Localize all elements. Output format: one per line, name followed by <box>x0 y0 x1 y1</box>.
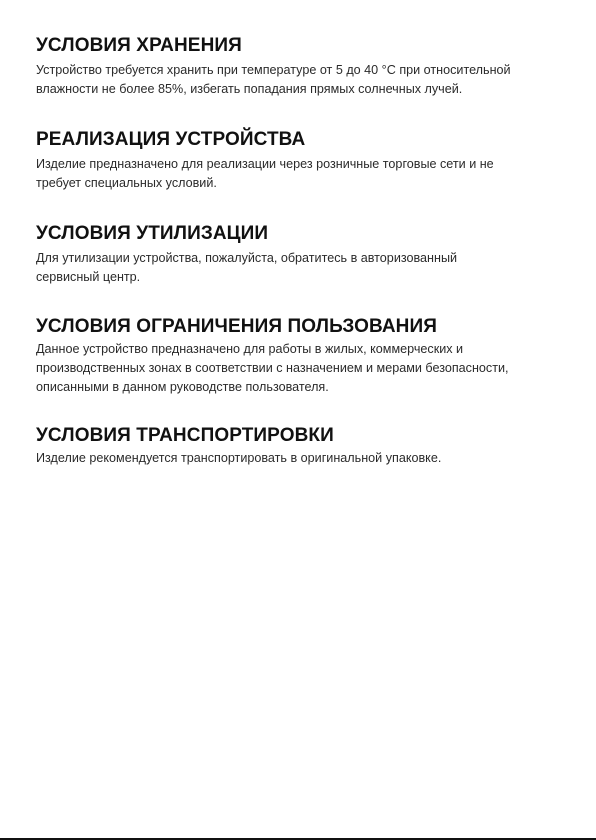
section-body <box>36 340 566 397</box>
body-line: влажности не более 85%, избегать попадания прямых солнечных лучей. <box>36 82 463 96</box>
body-line: производственных зонах в соответствии с назначением и мерами безопасности, <box>36 361 509 375</box>
section-heading: УСЛОВИЯ ОГРАНИЧЕНИЯ ПОЛЬЗОВАНИЯ <box>36 316 438 337</box>
section-sales <box>36 129 566 193</box>
section-body <box>36 61 566 99</box>
section-storage <box>36 35 566 99</box>
section-body <box>36 155 566 193</box>
body-line: Для утилизации устройства, пожалуйста, обратитесь в авторизованный <box>36 251 458 265</box>
section-heading: УСЛОВИЯ УТИЛИЗАЦИИ <box>36 223 269 244</box>
section-transport <box>36 425 566 468</box>
section-body <box>36 449 566 468</box>
body-line: Данное устройство предназначено для работы в жилых, коммерческих и <box>36 342 464 356</box>
section-heading: УСЛОВИЯ ТРАНСПОРТИРОВКИ <box>36 425 334 446</box>
section-disposal <box>36 223 566 287</box>
section-heading: УСЛОВИЯ ХРАНЕНИЯ <box>36 35 242 56</box>
body-line: сервисный центр. <box>36 270 141 284</box>
body-line: Изделие рекомендуется транспортировать в оригинальной упаковке. <box>36 451 442 465</box>
body-line: Изделие предназначено для реализации через розничные торговые сети и не <box>36 157 494 171</box>
section-usage-restrictions <box>36 316 566 397</box>
body-line: описанными в данном руководстве пользователя. <box>36 380 329 394</box>
body-line: требует специальных условий. <box>36 176 217 190</box>
section-heading: РЕАЛИЗАЦИЯ УСТРОЙСТВА <box>36 129 306 150</box>
section-body <box>36 249 566 287</box>
body-line: Устройство требуется хранить при температуре от 5 до 40 °С при относительной <box>36 63 511 77</box>
